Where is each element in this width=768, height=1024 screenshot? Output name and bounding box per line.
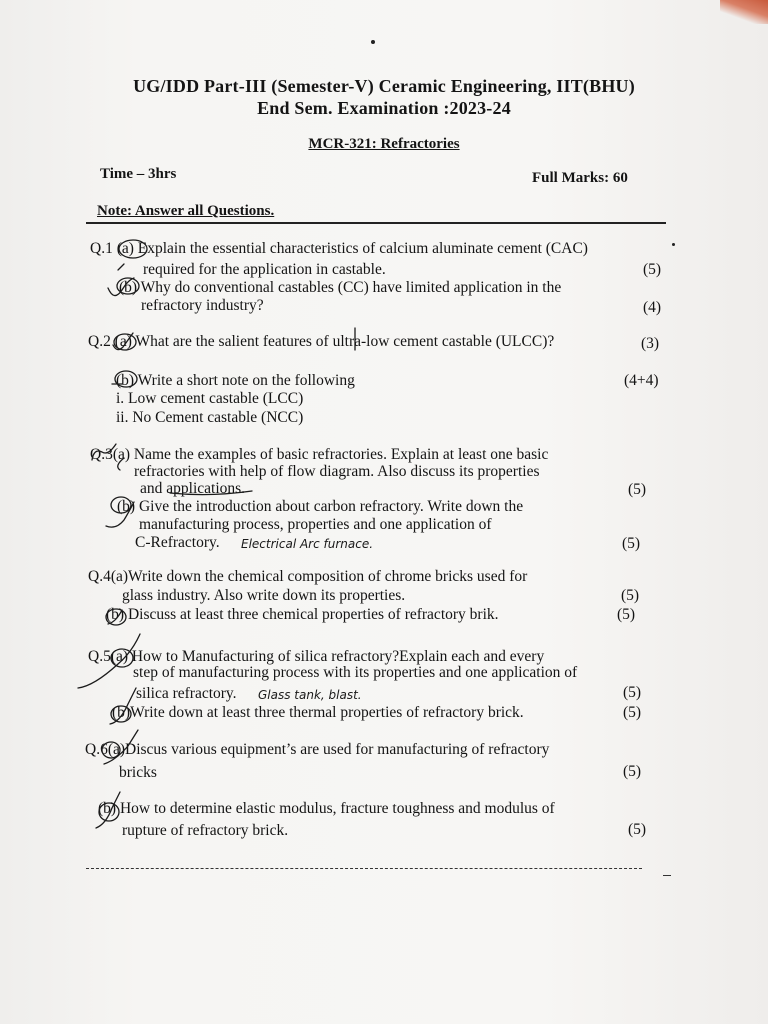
marks-label: (5) — [623, 704, 642, 721]
question-line: glass industry. Also write down its properties. — [122, 587, 406, 604]
time-allowed: Time – 3hrs — [100, 166, 177, 182]
question-line: (b)Write down at least three thermal properties of refractory brick. — [112, 704, 524, 721]
question-line: (b) Write a short note on the following — [116, 372, 355, 389]
question-line: (b) How to determine elastic modulus, fracture toughness and modulus of — [98, 800, 555, 817]
exam-header-line2: End Sem. Examination :2023-24 — [257, 98, 511, 118]
question-line: required for the application in castable. — [143, 261, 386, 278]
marks-label: (4) — [643, 299, 662, 316]
question-line: (b) Why do conventional castables (CC) have limited application in the — [119, 279, 562, 296]
marks-label: (5) — [628, 821, 647, 838]
exam-header-line1: UG/IDD Part-III (Semester-V) Ceramic Engineering, IIT(BHU) — [133, 76, 635, 96]
handwritten-note: Electrical Arc furnace. — [241, 537, 374, 551]
question-line: Q.1 (a) Explain the essential characteristics of calcium aluminate cement (CAC) — [90, 240, 588, 257]
question-line: Q.5(a) How to Manufacturing of silica refractory?Explain each and every — [88, 648, 545, 665]
marks-label: (5) — [623, 763, 642, 780]
marks-label: (5) — [621, 587, 640, 604]
question-line: rupture of refractory brick. — [122, 822, 289, 839]
full-marks: Full Marks: 60 — [532, 170, 628, 186]
question-line: (b) Give the introduction about carbon refractory. Write down the — [117, 498, 524, 515]
header-rule — [86, 222, 666, 224]
question-line: (b) Discuss at least three chemical properties of refractory brik. — [106, 606, 499, 623]
tick-mark-icon — [118, 264, 124, 270]
question-line: and applications. — [140, 480, 246, 497]
question-line: refractories with help of flow diagram. Also discuss its properties — [134, 463, 540, 480]
question-line: refractory industry? — [141, 297, 264, 314]
footer-dash — [663, 875, 671, 876]
marks-label: (5) — [628, 481, 647, 498]
question-line: step of manufacturing process with its properties and one application of — [133, 664, 578, 681]
question-line: Q.2 (a) What are the salient features of ultra-low cement castable (ULCC)? — [88, 333, 555, 350]
course-title: MCR-321: Refractories — [308, 136, 460, 152]
ink-dot — [672, 243, 675, 246]
question-line: C-Refractory. — [135, 534, 220, 551]
marks-label: (5) — [643, 261, 662, 278]
question-line: silica refractory. — [136, 685, 237, 702]
marks-label: (5) — [623, 684, 642, 701]
marks-label: (5) — [622, 535, 641, 552]
question-line: Q.3(a) Name the examples of basic refractories. Explain at least one basic — [90, 446, 549, 463]
question-line: bricks — [119, 764, 157, 781]
question-line: ii. No Cement castable (NCC) — [116, 409, 304, 426]
torn-corner — [720, 0, 768, 24]
ink-dot — [371, 40, 375, 44]
instructions-note: Note: Answer all Questions. — [97, 203, 275, 219]
question-line: Q.6(a)Discus various equipment’s are used for manufacturing of refractory — [85, 741, 550, 758]
marks-label: (4+4) — [624, 372, 659, 389]
handwritten-note: Glass tank, blast. — [258, 688, 362, 702]
marks-label: (5) — [617, 606, 636, 623]
footer-dashed-rule — [86, 868, 642, 869]
question-line: Q.4(a)Write down the chemical composition of chrome bricks used for — [88, 568, 528, 585]
marks-label: (3) — [641, 335, 660, 352]
question-line: i. Low cement castable (LCC) — [116, 390, 304, 407]
question-line: manufacturing process, properties and one application of — [139, 516, 492, 533]
